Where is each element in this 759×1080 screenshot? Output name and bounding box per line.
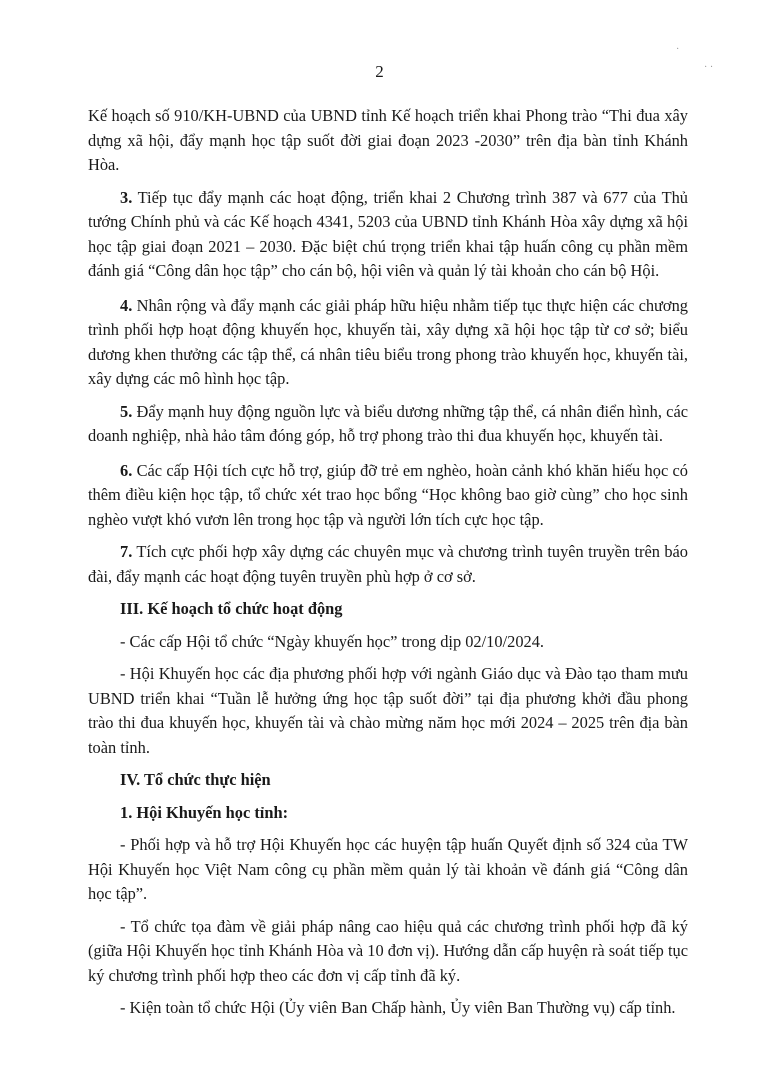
- item-number: 7.: [120, 542, 133, 561]
- scan-speck: · ·: [704, 62, 714, 73]
- section-4-paragraph: - Phối hợp và hỗ trợ Hội Khuyến học các huyện tập huấn Quyết định số 324 của TW Hội Khuyến học Việt Nam công cụ phần mềm quản lý tài khoản về đánh giá “Công dân học tập”.: [88, 835, 688, 903]
- item-text: Các cấp Hội tích cực hỗ trợ, giúp đỡ trẻ em nghèo, hoàn cảnh khó khăn hiếu học có thêm điều kiện học tập, tổ chức xét trao học bổng “Học không bao giờ cùng” cho học sinh nghèo vượt khó vươn lên trong học tập và người lớn tích cực học tập.: [88, 460, 688, 529]
- item-number: 4.: [120, 295, 133, 315]
- item-number: 5.: [120, 401, 133, 421]
- item-7: [88, 540, 688, 589]
- section-3-paragraph: - Hội Khuyến học các địa phương phối hợp với ngành Giáo dục và Đào tạo tham mưu UBND triển khai “Tuần lễ hưởng ứng học tập suốt đời” tại địa phương khởi đầu phong trào thi đua khuyến học, khuyến tài và chào mừng năm học mới 2024 – 2025 trên địa bàn toàn tỉnh.: [88, 664, 688, 757]
- item-text: Đẩy mạnh huy động nguồn lực và biểu dương những tập thể, cá nhân điển hình, các doanh nghiệp, nhà hảo tâm đóng góp, hỗ trợ phong trào thi đua khuyến học, khuyến tài.: [88, 401, 688, 445]
- section-3-paragraph: - Các cấp Hội tổ chức “Ngày khuyến học” trong dịp 02/10/2024.: [120, 631, 545, 651]
- intro-paragraph: Kế hoạch số 910/KH-UBND của UBND tỉnh Kế hoạch triển khai Phong trào “Thi đua xây dựng xã hội, đẩy mạnh học tập suốt đời giai đoạn 2023 -2030” trên địa bàn tỉnh Khánh Hòa.: [88, 106, 688, 174]
- section-4-heading: IV. Tổ chức thực hiện: [120, 770, 271, 789]
- item-number: 6.: [120, 460, 133, 480]
- scan-speck: ·: [676, 44, 680, 55]
- section-4-paragraph: - Kiện toàn tổ chức Hội (Ủy viên Ban Chấp hành, Ủy viên Ban Thường vụ) cấp tỉnh.: [120, 998, 676, 1017]
- document-body: [88, 104, 688, 1021]
- section-4-paragraph: - Tổ chức tọa đàm về giải pháp nâng cao hiệu quả các chương trình phối hợp đã ký (giữa Hội Khuyến học tỉnh Khánh Hòa và 10 đơn vị). Hướng dẫn cấp huyện rà soát tiếp tục ký chương trình phối hợp theo các đơn vị cấp tỉnh đã ký.: [88, 916, 688, 985]
- subsection-1-heading: 1. Hội Khuyến học tỉnh:: [120, 802, 289, 822]
- item-4: [88, 294, 688, 392]
- item-5: [88, 400, 688, 449]
- section-3-heading: III. Kế hoạch tổ chức hoạt động: [120, 599, 343, 618]
- item-text: Nhân rộng và đẩy mạnh các giải pháp hữu hiệu nhằm tiếp tục thực hiện các chương trình phối hợp hoạt động khuyến học, khuyến tài, xây dựng xã hội học tập từ cơ sở; biểu dương khen thưởng các tập thể, cá nhân tiêu biểu trong phong trào khuyến học, khuyến tài, xây dựng các mô hình học tập.: [88, 295, 688, 388]
- item-text: Tích cực phối hợp xây dựng các chuyên mục và chương trình tuyên truyền trên báo đài, đẩy mạnh các hoạt động tuyên truyền phù hợp ở cơ sở.: [88, 542, 688, 586]
- item-6: [88, 459, 688, 533]
- item-text: Tiếp tục đẩy mạnh các hoạt động, triển khai 2 Chương trình 387 và 677 của Thủ tướng Chính phủ và các Kế hoạch 4341, 5203 của UBND tỉnh Khánh Hòa xây dựng xã hội học tập giai đoạn 2021 – 2030. Đặc biệt chú trọng triển khai tập huấn công cụ phần mềm đánh giá “Công dân học tập” cho cán bộ, hội viên và quản lý tài khoản cho cán bộ Hội.: [88, 187, 688, 280]
- item-number: 3.: [120, 187, 133, 207]
- page-number: 2: [375, 62, 384, 81]
- item-3: [88, 186, 688, 284]
